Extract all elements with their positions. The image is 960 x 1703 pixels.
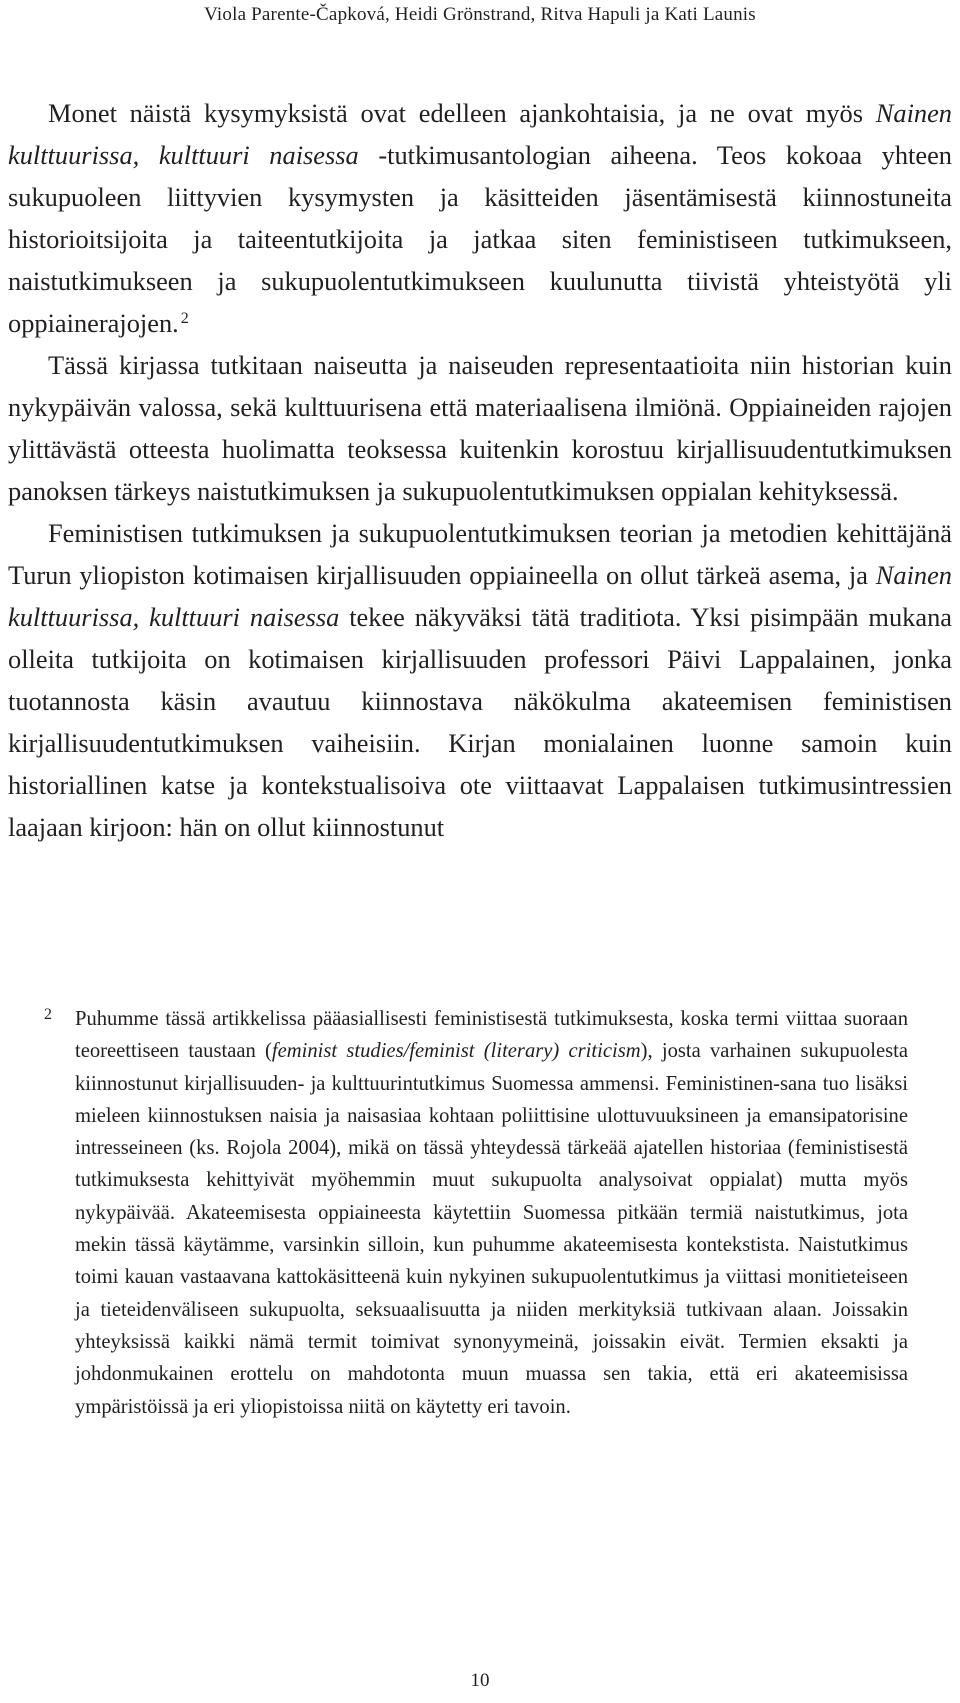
footnote: [40, 1003, 908, 1423]
paragraph-1-text-b: -tutkimusantologian aiheena. Teos kokoaa yhteen sukupuoleen liittyvien kysymysten ja käsitteiden jäsentämisestä kiinnostuneita historioitsijoita ja taiteentutkijoita ja jatkaa siten feministiseen tutkimukseen, naistutkimukseen ja sukupuolentutkimukseen kuulunutta tiivistä yhteistyötä yli oppiainerajojen.: [8, 140, 952, 338]
main-text: [8, 92, 952, 848]
footnote-reference: 2: [180, 310, 189, 327]
paragraph-1: [8, 92, 952, 344]
footnote-text-a: Puhumme tässä artikkelissa pääasiallisesti feministisestä tutkimuksesta, koska termi viittaa suoraan teoreettiseen taustaan (: [75, 1008, 908, 1063]
book-title-italic: Nainen kulttuurissa, kulttuuri naisessa: [8, 560, 952, 632]
paragraph-3: [8, 512, 952, 848]
paragraph-1-text-a: Monet näistä kysymyksistä ovat edelleen ajankohtaisia, ja ne ovat myös: [48, 98, 876, 128]
paragraph-3-text-b: tekee näkyväksi tätä traditiota. Yksi pisimpään mukana olleita tutkijoita on kotimaisen kirjallisuuden professori Päivi Lappalainen, jonka tuotannosta käsin avautuu kiinnostava näkökulma akateemisen feministisen kirjallisuudentutkimuksen vaiheisiin. Kirjan monialainen luonne samoin kuin historiallinen katse ja kontekstualisoiva ote viittaavat Lappalaisen tutkimusintressien laajaan kirjoon: hän on ollut kiinnostunut: [8, 602, 952, 842]
paragraph-3-text-a: Feministisen tutkimuksen ja sukupuolentutkimuksen teorian ja metodien kehittäjänä Turun yliopiston kotimaisen kirjallisuuden oppiaineella on ollut tärkeä asema, ja: [8, 518, 952, 590]
footnote-text: [75, 1003, 908, 1423]
running-head: Viola Parente-Čapková, Heidi Grönstrand, Ritva Hapuli ja Kati Launis: [204, 4, 756, 25]
page-number: 10: [470, 1670, 490, 1691]
paragraph-2: Tässä kirjassa tutkitaan naiseutta ja naiseuden representaatioita niin historian kuin nykypäivän valossa, sekä kulttuurisena että materiaalisena ilmiönä. Oppiaineiden rajojen ylittävästä otteesta huolimatta teoksessa kuitenkin korostuu kirjallisuudentutkimuksen panoksen tärkeys naistutkimuksen ja sukupuolentutkimuksen oppialan kehityksessä.: [8, 350, 952, 506]
footnote-number: 2: [44, 1006, 52, 1023]
footnote-text-b: ), josta varhainen sukupuolesta kiinnostunut kirjallisuuden- ja kulttuurintutkimus Suomessa ammensi. Feministinen-sana tuo lisäksi mieleen kiinnostuksen naisia ja naisasiaa kohtaan poliittisine ulottuvuuksineen ja emansipatorisine intresseineen (ks. Rojola 2004), mikä on tässä yhteydessä tärkeää ajatellen historiaa (feministisestä tutkimuksesta kehittyivät myöhemmin muut sukupuolta analysoivat oppialat) mutta myös nykypäivää. Akateemisesta oppiaineesta käytettiin Suomessa pitkään termiä naistutkimus, jota mekin tässä käytämme, varsinkin silloin, kun puhumme akateemisesta kontekstista. Naistutkimus toimi kauan vastaavana kattokäsitteenä kuin nykyinen sukupuolentutkimus ja viittasi monitieteiseen ja tieteidenväliseen sukupuolta, seksuaalisuutta ja niiden merkityksiä tutkivaan alaan. Joissakin yhteyksissä kaikki nämä termit toimivat synonyymeinä, joissakin eivät. Termien eksakti ja johdonmukainen erottelu on mahdotonta muun muassa sen takia, että eri akateemisissa ympäristöissä ja eri yliopistoissa niitä on käytetty eri tavoin.: [75, 1040, 908, 1418]
footnote-italic-term: feminist studies/feminist (literary) criticism: [271, 1040, 641, 1063]
book-title-italic: Nainen kulttuurissa, kulttuuri naisessa: [8, 98, 952, 170]
